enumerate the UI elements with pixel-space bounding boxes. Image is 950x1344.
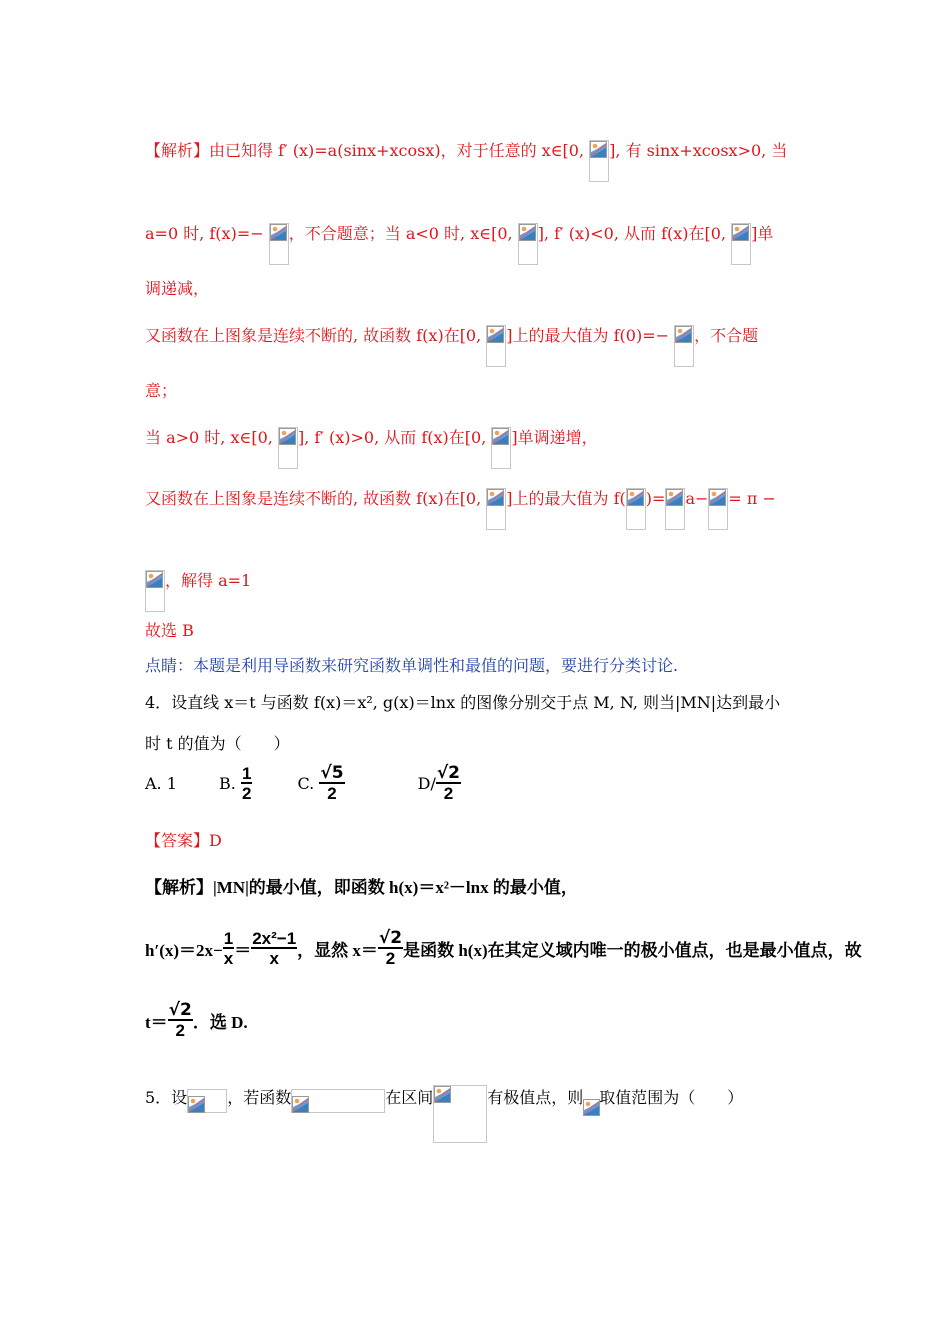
answer-value: D	[209, 831, 222, 850]
option-d-label: D/	[417, 774, 436, 793]
analysis-line-3	[145, 276, 209, 299]
solution-text: ．选 D.	[192, 1013, 248, 1032]
analysis-text: 由已知得 f′ (x)=a(sinx+xcosx)，对于任意的 x∈[0,	[209, 141, 585, 160]
analysis-text: ，不合题意；当 a<0 时, x∈[0,	[288, 224, 513, 243]
analysis-line-7	[145, 486, 776, 530]
analysis-line-1	[145, 138, 787, 182]
q4-solution-line-2	[145, 930, 862, 967]
q4-solution-line-1	[145, 873, 578, 898]
broken-image-icon	[486, 325, 506, 367]
solution-text: h′(x)＝2x−	[145, 941, 223, 960]
analysis-text: 又函数在上图象是连续不断的, 故函数 f(x)在[0,	[145, 489, 482, 508]
solution-text: t＝	[145, 1013, 168, 1032]
solution-text: 是函数 h(x)在其定义域内唯一的极小值点，也是最小值点，故	[403, 941, 862, 960]
note-line	[145, 653, 678, 676]
choice-line	[145, 618, 194, 641]
broken-image-icon	[626, 488, 646, 530]
broken-image-icon	[665, 488, 685, 530]
q4-stem-line-1	[145, 690, 780, 713]
option-b-fraction: $\frac{1}{2}$	[241, 764, 252, 803]
solution-fraction: $\frac{√2}{2}$	[378, 928, 403, 968]
analysis-text: ]上的最大值为 f(0)=−	[506, 326, 670, 345]
q4-stem: 4．设直线 x＝t 与函数 f(x)＝x², g(x)＝lnx 的图像分别交于点 M, N, 则当|MN|达到最小	[145, 693, 781, 712]
analysis-text: 调递减，	[145, 279, 210, 298]
broken-image-icon	[731, 223, 751, 265]
analysis-text: ], 有 sinx+xcosx>0, 当	[609, 141, 788, 160]
q5-text: 在区间	[385, 1088, 434, 1107]
solution-text: 【解析】|MN|的最小值，即函数 h(x)＝x²－lnx 的最小值，	[145, 878, 578, 897]
analysis-text: = π −	[728, 489, 776, 508]
analysis-text: 当 a>0 时, x∈[0,	[145, 428, 273, 447]
broken-image-icon	[518, 223, 538, 265]
solution-fraction: $\frac{1}{x}$	[223, 929, 234, 968]
answer-tag: 【答案】	[145, 831, 210, 850]
option-c-label: C.	[297, 774, 315, 793]
analysis-text: ], f′ (x)>0, 从而 f(x)在[0,	[297, 428, 487, 447]
solution-fraction: $\frac{\text{2x²−1}}{x}$	[252, 929, 297, 968]
option-c-fraction: $\frac{√5}{2}$	[320, 763, 344, 803]
q4-stem-line-2	[145, 731, 290, 754]
broken-image-icon	[187, 1089, 227, 1113]
broken-image-icon	[583, 1095, 599, 1111]
q5-text: 5．设	[145, 1088, 188, 1107]
analysis-line-2	[145, 221, 773, 265]
broken-image-icon	[708, 488, 728, 530]
analysis-text: 又函数在上图象是连续不断的, 故函数 f(x)在[0,	[145, 326, 482, 345]
broken-image-icon	[145, 570, 165, 612]
choice-text: 故选 B	[145, 621, 194, 640]
q5-text: ，若函数	[227, 1088, 292, 1107]
analysis-text: ，解得 a=1	[165, 571, 252, 590]
option-b-label: B.	[219, 774, 236, 793]
analysis-tag: 【解析】	[145, 141, 210, 160]
q5-text: 有极值点，则	[487, 1088, 584, 1107]
broken-image-icon	[278, 427, 298, 469]
analysis-text: ], f′ (x)<0, 从而 f(x)在[0,	[537, 224, 727, 243]
analysis-text: ]单调递增，	[511, 428, 598, 447]
broken-image-icon	[674, 325, 694, 367]
analysis-text: a=0 时, f(x)=−	[145, 224, 264, 243]
analysis-line-8	[145, 568, 251, 612]
solution-text: ，显然 x＝	[297, 941, 378, 960]
analysis-text: ，不合题	[694, 326, 759, 345]
q4-stem: 时 t 的值为（ ）	[145, 734, 290, 753]
q4-options	[145, 765, 461, 802]
q4-answer-line	[145, 828, 222, 851]
analysis-line-6	[145, 425, 598, 469]
q5-stem-line	[145, 1085, 743, 1143]
broken-image-icon	[269, 223, 289, 265]
q5-text: 取值范围为（ ）	[599, 1088, 744, 1107]
analysis-text: ]单	[751, 224, 774, 243]
broken-image-icon	[291, 1089, 385, 1113]
q4-solution-line-3	[145, 1002, 248, 1039]
solution-text: ＝	[234, 941, 252, 960]
broken-image-icon	[589, 140, 609, 182]
analysis-text: 意；	[145, 381, 178, 400]
broken-image-icon	[486, 488, 506, 530]
option-a: A. 1	[145, 774, 177, 793]
option-d-fraction: $\frac{√2}{2}$	[436, 763, 461, 803]
analysis-text: ]上的最大值为 f(	[506, 489, 626, 508]
solution-fraction: $\frac{√2}{2}$	[168, 1000, 192, 1040]
broken-image-icon	[433, 1085, 487, 1143]
note-text: 点睛：本题是利用导函数来研究函数单调性和最值的问题，要进行分类讨论.	[145, 656, 679, 675]
broken-image-icon	[491, 427, 511, 469]
analysis-line-5	[145, 378, 177, 401]
analysis-text: a−	[685, 489, 709, 508]
analysis-line-4	[145, 323, 758, 367]
analysis-text: )=	[645, 489, 666, 508]
